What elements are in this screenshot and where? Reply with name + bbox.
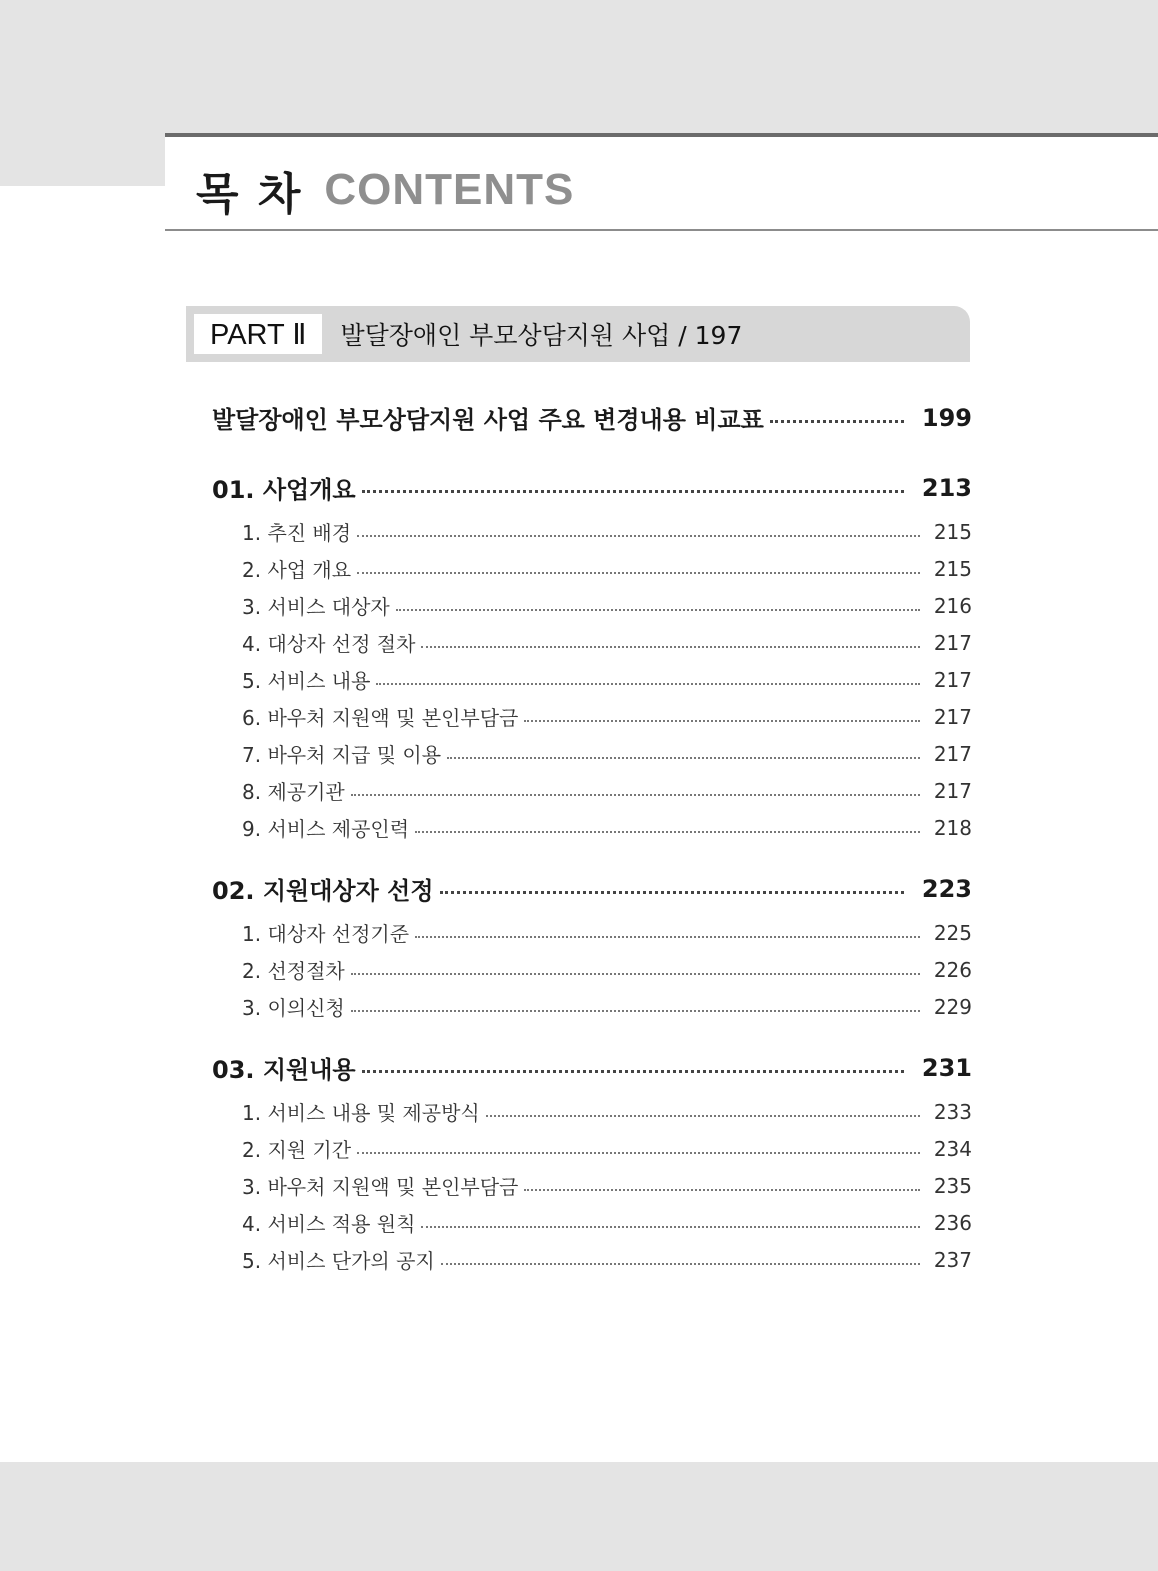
dot-leader xyxy=(351,973,920,975)
toc-item[interactable] xyxy=(242,1134,972,1163)
toc-item[interactable] xyxy=(242,813,972,842)
toc-item-page: 215 xyxy=(933,519,972,544)
toc-item[interactable] xyxy=(242,918,972,947)
dot-leader xyxy=(362,1070,904,1073)
toc-section-page: 223 xyxy=(921,874,972,903)
toc-section-page: 213 xyxy=(921,473,972,502)
toc-item-label: 4. 대상자 선정 절차 xyxy=(242,632,416,656)
toc-item-page: 225 xyxy=(933,920,972,945)
dot-leader xyxy=(421,646,919,648)
toc-item-label: 3. 이의신청 xyxy=(242,996,345,1020)
dot-leader xyxy=(351,1010,920,1012)
toc-item-label: 1. 서비스 내용 및 제공방식 xyxy=(242,1101,480,1125)
toc-entry-comparison[interactable] xyxy=(212,400,972,435)
toc-item-label: 2. 지원 기간 xyxy=(242,1138,352,1162)
dot-leader xyxy=(357,572,920,574)
toc-section-03[interactable] xyxy=(212,1050,972,1085)
toc-item[interactable] xyxy=(242,702,972,731)
top-margin-band xyxy=(0,0,1158,134)
toc-item-label: 2. 선정절차 xyxy=(242,959,345,983)
toc-item-page: 217 xyxy=(933,667,972,692)
toc-item[interactable] xyxy=(242,1171,972,1200)
toc-item-page: 229 xyxy=(933,994,972,1019)
toc-item-page: 234 xyxy=(933,1136,972,1161)
dot-leader xyxy=(415,936,920,938)
toc-entry-label: 발달장애인 부모상담지원 사업 주요 변경내용 비교표 xyxy=(212,406,764,434)
toc-entry-page: 199 xyxy=(921,403,972,432)
toc-item-label: 1. 추진 배경 xyxy=(242,521,352,545)
dot-leader xyxy=(441,1263,920,1265)
toc-item[interactable] xyxy=(242,776,972,805)
toc-item-label: 3. 서비스 대상자 xyxy=(242,595,390,619)
part-title: 발달장애인 부모상담지원 사업 / 197 xyxy=(340,321,743,350)
dot-leader xyxy=(770,420,904,423)
toc-item-label: 1. 대상자 선정기준 xyxy=(242,922,410,946)
left-tab-band xyxy=(0,134,165,186)
toc-item-label: 5. 서비스 내용 xyxy=(242,669,371,693)
dot-leader xyxy=(376,683,919,685)
dot-leader xyxy=(357,1152,920,1154)
dot-leader xyxy=(351,794,920,796)
toc-item[interactable] xyxy=(242,591,972,620)
dot-leader xyxy=(396,609,920,611)
toc-item-page: 237 xyxy=(933,1247,972,1272)
toc-section-page: 231 xyxy=(921,1053,972,1082)
toc-section-01[interactable] xyxy=(212,470,972,505)
toc-item[interactable] xyxy=(242,665,972,694)
toc-item-page: 235 xyxy=(933,1173,972,1198)
dot-leader xyxy=(524,1189,919,1191)
dot-leader xyxy=(415,831,920,833)
bottom-margin-band xyxy=(0,1462,1158,1571)
toc-item-page: 217 xyxy=(933,630,972,655)
toc-section-label: 02. 지원대상자 선정 xyxy=(212,877,434,905)
toc-item-label: 8. 제공기관 xyxy=(242,780,345,804)
toc-item-page: 215 xyxy=(933,556,972,581)
toc-item-page: 233 xyxy=(933,1099,972,1124)
toc-item[interactable] xyxy=(242,992,972,1021)
toc-section-label: 01. 사업개요 xyxy=(212,476,356,504)
toc-section-label: 03. 지원내용 xyxy=(212,1056,356,1084)
dot-leader xyxy=(447,757,920,759)
part-label: PART Ⅱ xyxy=(194,314,322,354)
toc-item[interactable] xyxy=(242,628,972,657)
toc-item-page: 217 xyxy=(933,741,972,766)
toc-item[interactable] xyxy=(242,517,972,546)
dot-leader xyxy=(486,1115,920,1117)
toc-item-label: 4. 서비스 적용 원칙 xyxy=(242,1212,416,1236)
toc-item[interactable] xyxy=(242,739,972,768)
toc-item[interactable] xyxy=(242,554,972,583)
toc-item-page: 236 xyxy=(933,1210,972,1235)
toc-section-02[interactable] xyxy=(212,871,972,906)
dot-leader xyxy=(357,535,920,537)
toc-item-page: 217 xyxy=(933,778,972,803)
dot-leader xyxy=(524,720,919,722)
toc-item-page: 217 xyxy=(933,704,972,729)
toc-item-label: 7. 바우처 지급 및 이용 xyxy=(242,743,442,767)
toc-item-page: 226 xyxy=(933,957,972,982)
toc-item-label: 3. 바우처 지원액 및 본인부담금 xyxy=(242,1175,519,1199)
toc-item-page: 216 xyxy=(933,593,972,618)
toc-item-label: 5. 서비스 단가의 공지 xyxy=(242,1249,435,1273)
heading-english: CONTENTS xyxy=(324,165,575,214)
dot-leader xyxy=(362,490,904,493)
toc-item[interactable] xyxy=(242,1245,972,1274)
page-heading xyxy=(196,160,574,220)
toc-item-label: 2. 사업 개요 xyxy=(242,558,352,582)
header-top-rule xyxy=(165,133,1158,137)
header-bottom-rule xyxy=(165,229,1158,231)
toc-item[interactable] xyxy=(242,955,972,984)
toc-item-label: 6. 바우처 지원액 및 본인부담금 xyxy=(242,706,519,730)
toc-item-page: 218 xyxy=(933,815,972,840)
dot-leader xyxy=(440,891,904,894)
toc-item-label: 9. 서비스 제공인력 xyxy=(242,817,410,841)
dot-leader xyxy=(421,1226,919,1228)
part-banner xyxy=(186,306,970,362)
toc-item[interactable] xyxy=(242,1097,972,1126)
toc-item[interactable] xyxy=(242,1208,972,1237)
heading-korean: 목 차 xyxy=(196,169,303,220)
